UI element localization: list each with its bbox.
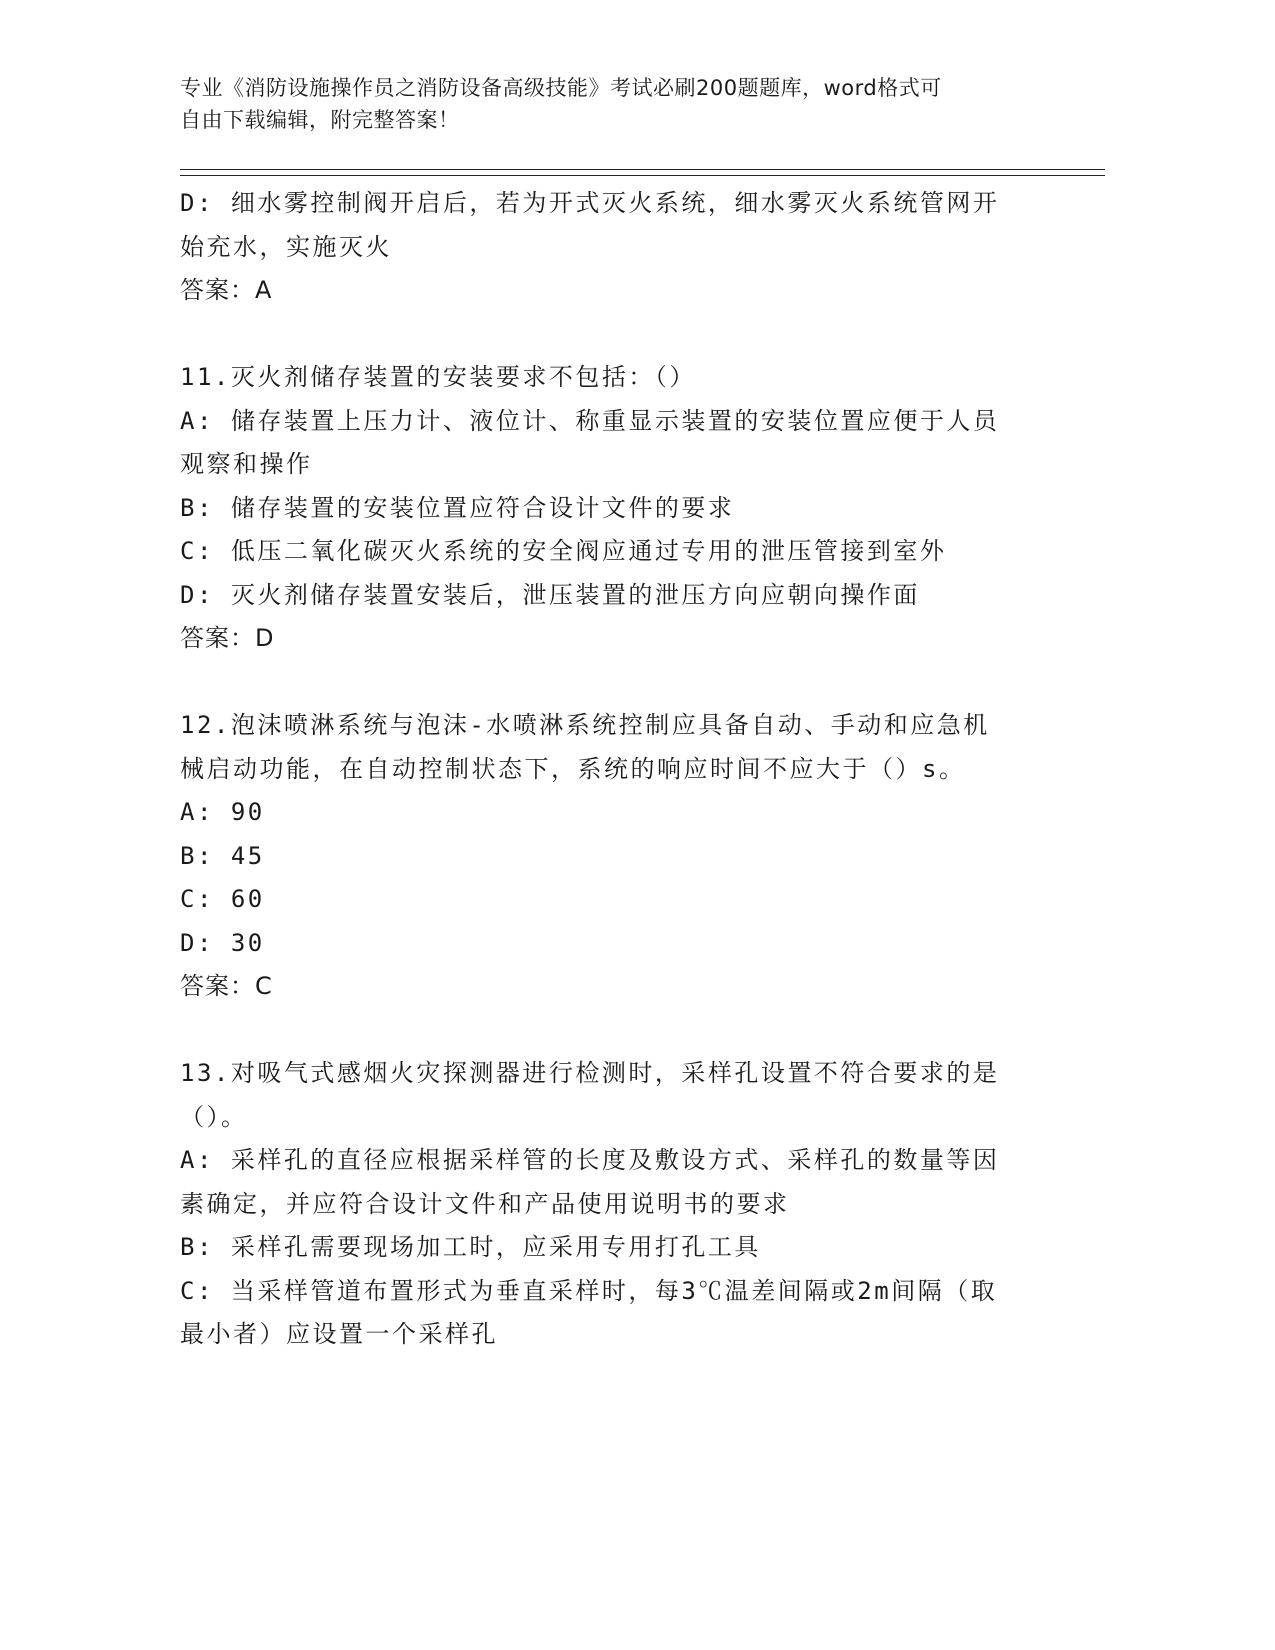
page-header	[180, 72, 1040, 136]
option-a-continued: 观察和操作	[180, 450, 313, 478]
question-stem: 13.对吸气式感烟火灾探测器进行检测时，采样孔设置不符合要求的是	[180, 1059, 1000, 1087]
document-body	[180, 182, 1040, 1357]
answer-line: 答案：A	[180, 276, 273, 304]
question-stem-continued: 械启动功能，在自动控制状态下，系统的响应时间不应大于（）s。	[180, 754, 966, 783]
header-line-1: 专业《消防设施操作员之消防设备高级技能》考试必刷200题题库，word格式可	[180, 76, 942, 100]
spacer	[180, 313, 1040, 357]
option-a: A: 90	[180, 798, 265, 826]
option-d-continued: 始充水，实施灭火	[180, 232, 392, 261]
answer-line: 答案：C	[180, 972, 273, 1000]
option-a-continued: 素确定，并应符合设计文件和产品使用说明书的要求	[180, 1189, 790, 1218]
option-d: D: 30	[180, 928, 265, 957]
question-stem: 12.泡沫喷淋系统与泡沫-水喷淋系统控制应具备自动、手动和应急机	[180, 711, 990, 739]
option-d: D: 细水雾控制阀开启后，若为开式灭火系统，细水雾灭火系统管网开	[180, 189, 1000, 217]
answer-line: 答案：D	[180, 624, 275, 652]
question-13	[180, 1052, 1040, 1357]
spacer	[180, 661, 1040, 705]
header-rule-bottom	[180, 175, 1105, 176]
option-a: A: 储存装置上压力计、液位计、称重显示装置的安装位置应便于人员	[180, 406, 1000, 435]
question-12	[180, 704, 1040, 1009]
option-a: A: 采样孔的直径应根据采样管的长度及敷设方式、采样孔的数量等因	[180, 1146, 1000, 1174]
option-c: C: 低压二氧化碳灭火系统的安全阀应通过专用的泄压管接到室外	[180, 537, 947, 565]
option-b: B: 采样孔需要现场加工时，应采用专用打孔工具	[180, 1233, 761, 1261]
option-b: B: 45	[180, 841, 265, 870]
option-c: C: 当采样管道布置形式为垂直采样时，每3℃温差间隔或2m间隔（取	[180, 1276, 998, 1305]
option-c-continued: 最小者）应设置一个采样孔	[180, 1320, 498, 1348]
spacer	[180, 1009, 1040, 1053]
question-stem: 11.灭火剂储存装置的安装要求不包括：（）	[180, 363, 696, 391]
question-stem-continued: （）。	[180, 1102, 248, 1131]
header-line-2: 自由下载编辑，附完整答案！	[180, 108, 460, 132]
option-d: D: 灭火剂储存装置安装后，泄压装置的泄压方向应朝向操作面	[180, 580, 920, 609]
question-11	[180, 356, 1040, 661]
option-b: B: 储存装置的安装位置应符合设计文件的要求	[180, 493, 735, 522]
header-rule-top	[180, 169, 1105, 170]
prev-question	[180, 182, 1040, 313]
option-c: C: 60	[180, 885, 265, 913]
